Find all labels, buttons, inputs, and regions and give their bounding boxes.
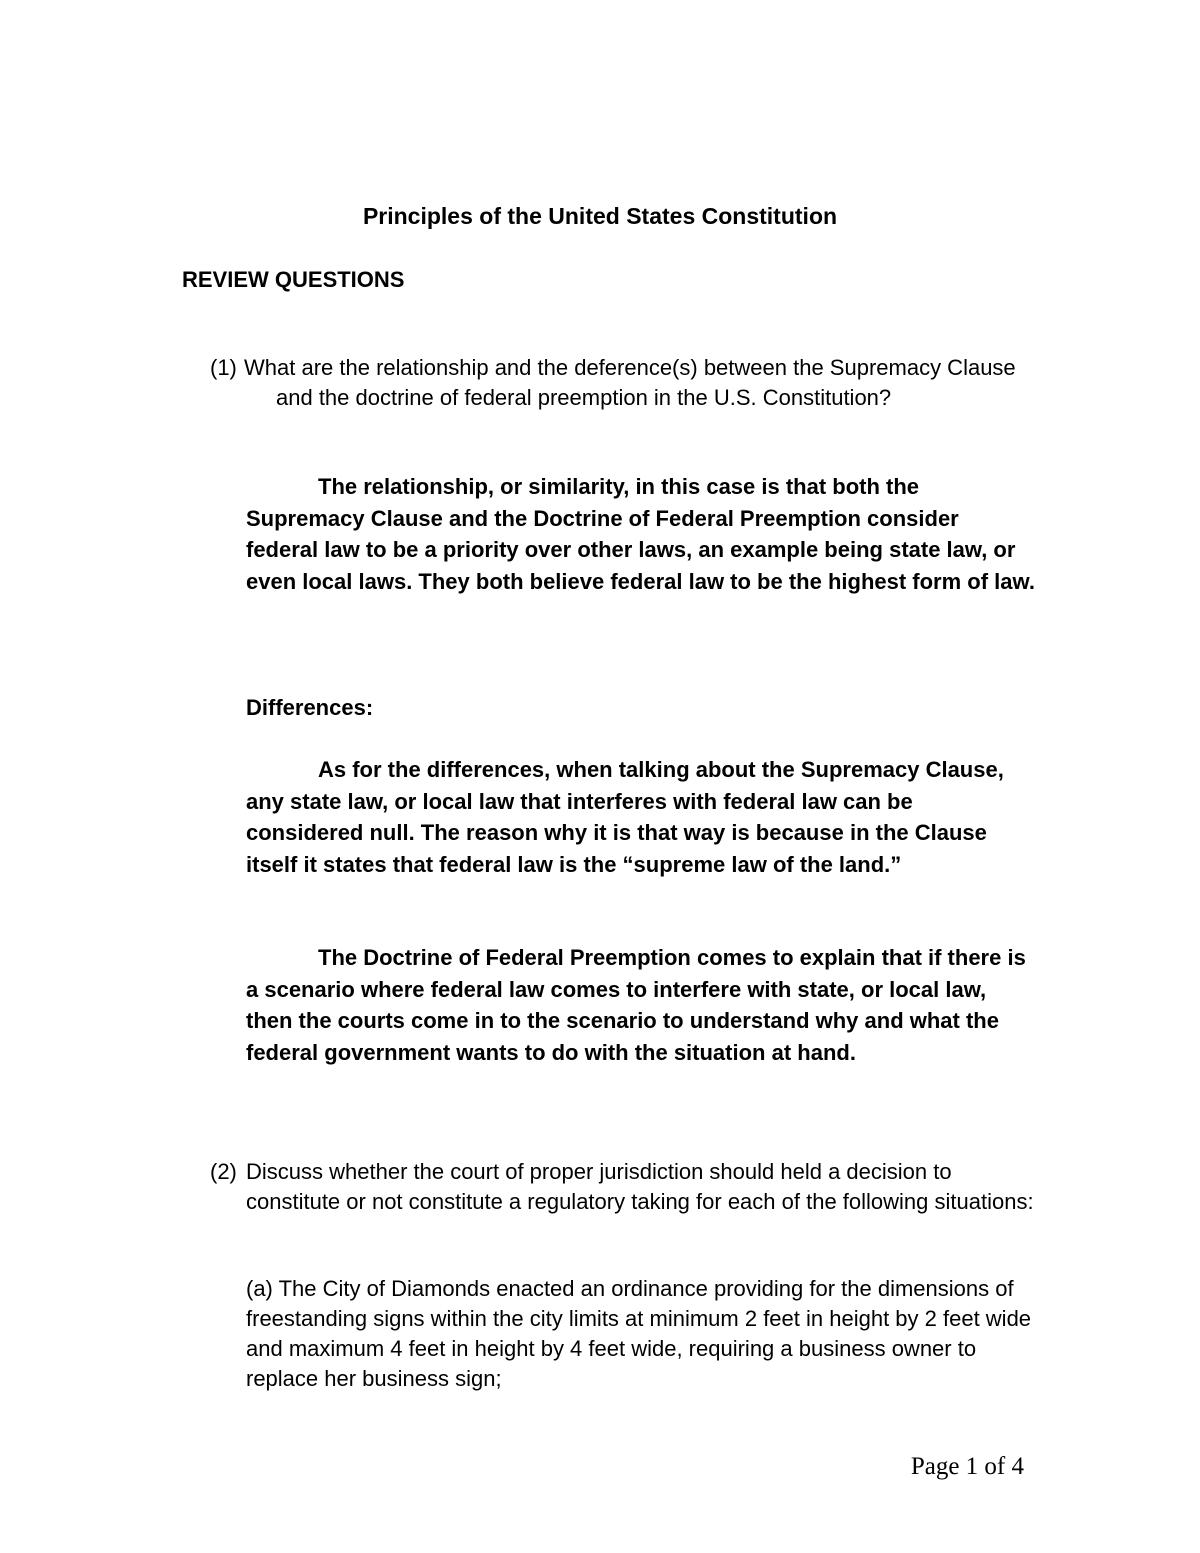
question-1-text: What are the relationship and the deference(s) between the Supremacy Clause and the doctrine of federal preemption in the U.S. Constitution? — [244, 355, 1016, 410]
section-heading: REVIEW QUESTIONS — [182, 267, 405, 292]
answer-relationship-paragraph — [246, 471, 1036, 597]
page-number: Page 1 of 4 — [910, 1453, 1024, 1480]
answer-differences-paragraph-1 — [246, 754, 1036, 880]
answer-differences-paragraph-2 — [246, 942, 1036, 1068]
question-2 — [210, 1157, 1040, 1217]
answer-relationship-text: The relationship, or similarity, in this case is that both the Supremacy Clause and the Doctrine of Federal Preemption consider federal law to be a priority over other laws, an example being state law, or even local laws. They both believe federal law to be the highest form of law. — [246, 474, 1035, 594]
question-1-number: (1) — [210, 355, 237, 380]
differences-label: Differences: — [246, 695, 374, 720]
question-1 — [210, 353, 1040, 413]
document-title: Principles of the United States Constitution — [362, 203, 838, 229]
question-2-sub-a: (a) The City of Diamonds enacted an ordinance providing for the dimensions of freestanding signs within the city limits at minimum 2 feet in height by 2 feet wide and maximum 4 feet in height by 4 feet wide, requiring a business owner to replace her business sign; — [246, 1276, 1032, 1391]
answer-differences-text-1: As for the differences, when talking about the Supremacy Clause, any state law, or local law that interferes with federal law can be considered null. The reason why it is that way is because in the Clause itself it states that federal law is the “supreme law of the land.” — [246, 757, 1004, 877]
question-2-text: Discuss whether the court of proper jurisdiction should held a decision to constitute or not constitute a regulatory taking for each of the following situations: — [246, 1159, 1034, 1214]
answer-differences-text-2: The Doctrine of Federal Preemption comes to explain that if there is a scenario where federal law comes to interfere with state, or local law, then the courts come in to the scenario to understand why and what the federal government wants to do with the situation at hand. — [246, 945, 1026, 1065]
question-2-number: (2) — [210, 1159, 237, 1184]
